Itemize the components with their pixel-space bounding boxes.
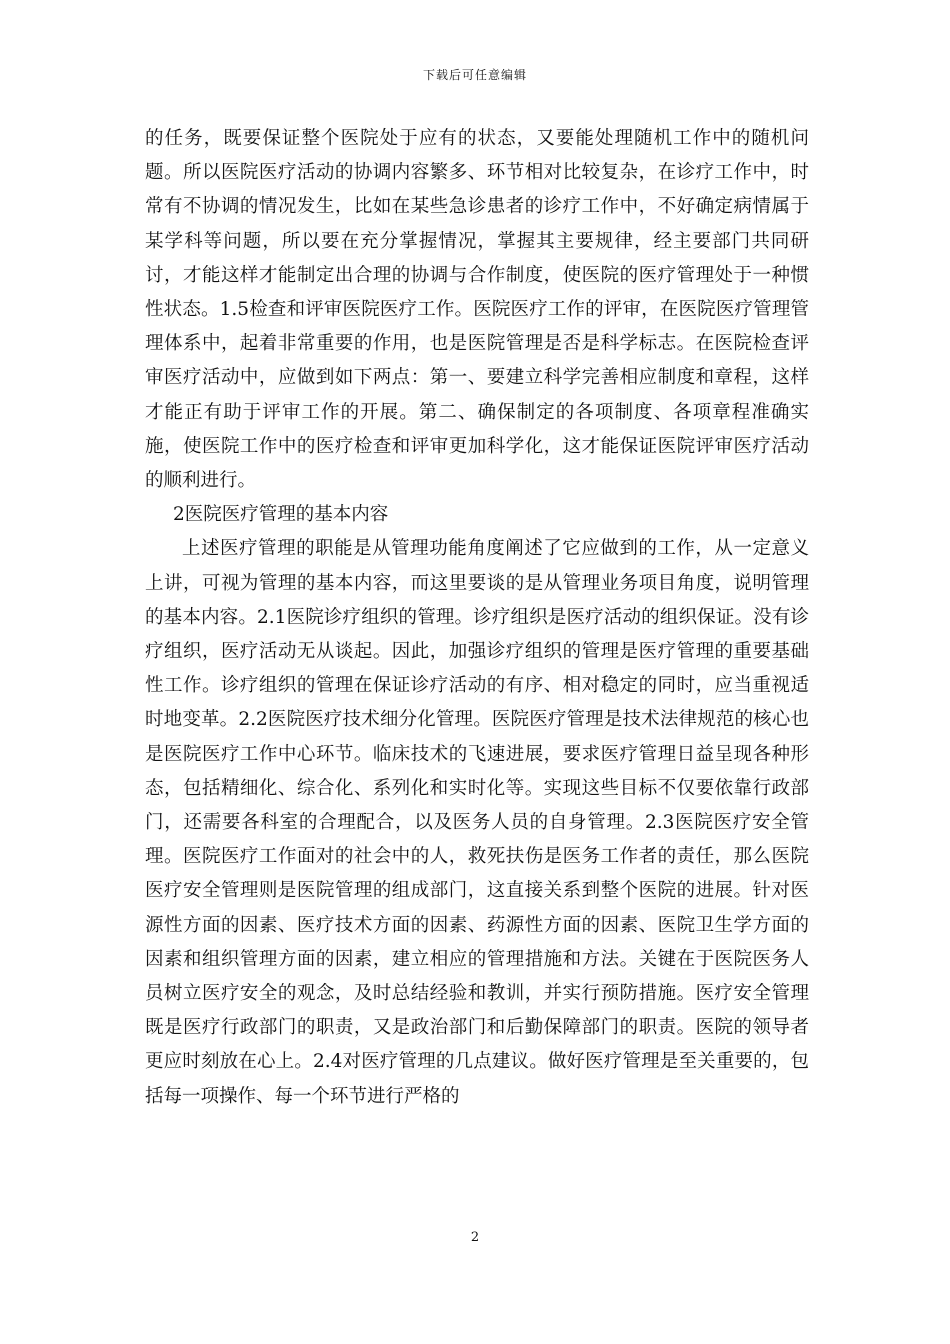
body-paragraph-2: 上述医疗管理的职能是从管理功能角度阐述了它应做到的工作，从一定意义上讲，可视为管理的基本内容，而这里要谈的是从管理业务项目角度，说明管理的基本内容。2.1医院诊疗组织的管理。诊疗组织是医疗活动的组织保证。没有诊疗组织，医疗活动无从谈起。因此，加强诊疗组织的管理是医疗管理的重要基础性工作。诊疗组织的管理在保证诊疗活动的有序、相对稳定的同时，应当重视适时地变革。2.2医院医疗技术细分化管理。医院医疗管理是技术法律规范的核心也是医院医疗工作中心环节。临床技术的飞速进展，要求医疗管理日益呈现各种形态，包括精细化、综合化、系列化和实时化等。实现这些目标不仅要依靠行政部门，还需要各科室的合理配合，以及医务人员的自身管理。2.3医院医疗安全管理。医院医疗工作面对的社会中的人，救死扶伤是医务工作者的责任，那么医院医疗安全管理则是医院管理的组成部门，这直接关系到整个医院的进展。针对医源性方面的因素、医疗技术方面的因素、药源性方面的因素、医院卫生学方面的因素和组织管理方面的因素，建立相应的管理措施和方法。关键在于医院医务人员树立医疗安全的观念，及时总结经验和教训，并实行预防措施。医疗安全管理既是医疗行政部门的职责，又是政治部门和后勤保障部门的职责。医院的领导者更应时刻放在心上。2.4对医疗管理的几点建议。做好医疗管理是至关重要的，包括每一项操作、每一个环节进行严格的 — [145, 538, 809, 1107]
document-body — [145, 122, 809, 1114]
page-header-note: 下载后可任意编辑 — [422, 68, 527, 82]
section-heading-2: 2医院医疗管理的基本内容 — [173, 504, 389, 526]
body-paragraph-1: 的任务，既要保证整个医院处于应有的状态，又要能处理随机工作中的随机问题。所以医院医疗活动的协调内容繁多、环节相对比较复杂，在诊疗工作中，时常有不协调的情况发生，比如在某些急诊患者的诊疗工作中，不好确定病情属于某学科等问题，所以要在充分掌握情况，掌握其主要规律，经主要部门共同研讨，才能这样才能制定出合理的协调与合作制度，使医院的医疗管理处于一种惯性状态。1.5检查和评审医院医疗工作。医院医疗工作的评审，在医院医疗管理管理体系中，起着非常重要的作用，也是医院管理是否是科学标志。在医院检查评审医疗活动中，应做到如下两点：第一、要建立科学完善相应制度和章程，这样才能正有助于评审工作的开展。第二、确保制定的各项制度、各项章程准确实施，使医院工作中的医疗检查和评审更加科学化，这才能保证医院评审医疗活动的顺利进行。 — [145, 128, 809, 492]
page-number: 2 — [470, 1230, 480, 1245]
